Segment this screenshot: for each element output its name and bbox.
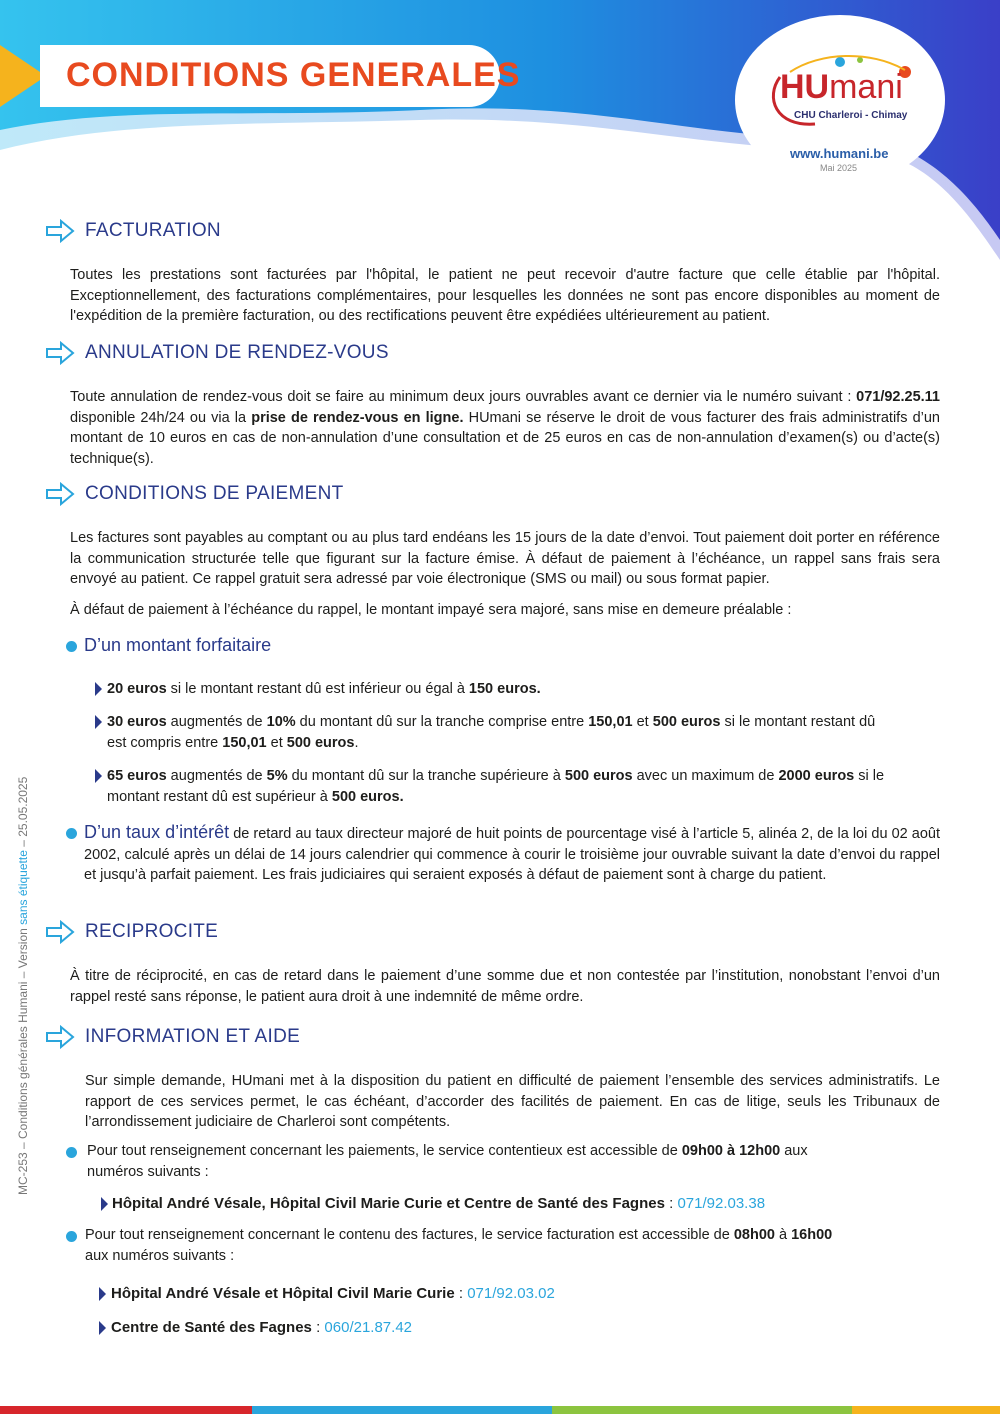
arrow-outline-icon xyxy=(45,482,75,506)
information-text: Sur simple demande, HUmani met à la disposition du patient en difficulté de paiement l’ensemble des services administratifs. Le rapport de ces services permet, le cas échéant, d’accorder des facilités de paiement. En cas de litige, seuls les Tribunaux de l’arrondissement judiciaire de Charleroi sont compétents. xyxy=(85,1073,940,1130)
facturation-contact-2: Centre de Santé des Fagnes : 060/21.87.42 xyxy=(111,1319,413,1336)
triangle-bullet-icon xyxy=(95,769,102,783)
bullet-dot-icon xyxy=(66,828,77,839)
section-heading-annulation: ANNULATION DE RENDEZ-VOUS xyxy=(45,341,389,365)
page-title: CONDITIONS GENERALES xyxy=(66,56,521,94)
footer-bar-blue xyxy=(252,1406,552,1414)
contentieux-contact: Hôpital André Vésale, Hôpital Civil Marie Curie et Centre de Santé des Fagnes : 071/92.03.38 xyxy=(112,1195,766,1212)
arrow-outline-icon xyxy=(45,341,75,365)
section-heading-facturation: FACTURATION xyxy=(45,219,221,243)
document-reference: MC-253 – Conditions générales Humani – Version sans étiquette – 25.05.2025 xyxy=(16,776,30,1195)
facturation-contact-1: Hôpital André Vésale et Hôpital Civil Marie Curie : 071/92.03.02 xyxy=(111,1285,555,1302)
facturation-phone-2[interactable]: 060/21.87.42 xyxy=(324,1319,413,1336)
reciprocite-text: À titre de réciprocité, en cas de retard dans le paiement d’une somme due et non contestée par l’institution, nonobstant l’envoi d’un rappel resté sans réponse, le patient aura droit à une indemnité de même ordre. xyxy=(70,968,940,1005)
paiement-text-2: À défaut de paiement à l’échéance du rappel, le montant impayé sera majoré, sans mise en demeure préalable : xyxy=(70,602,792,618)
arrow-outline-icon xyxy=(45,920,75,944)
interet-text: D’un taux d’intérêt de retard au taux directeur majoré de huit points de pourcentage visé à l’article 5, alinéa 2, de la loi du 02 août 2002, calculé après un délai de 14 jours calendrier qui commence à courir le troisième jour ouvrable suivant la date d’envoi du rappel et jusqu’à parfait paiement. Les frais judiciaires qui seraient exposés à défaut de paiement sont à charge du patient. xyxy=(84,822,940,883)
triangle-bullet-icon xyxy=(99,1287,106,1301)
forfait-heading: D’un montant forfaitaire xyxy=(84,635,272,655)
bullet-dot-icon xyxy=(66,641,77,652)
footer-bar-red xyxy=(0,1406,252,1414)
bullet-dot-icon xyxy=(66,1231,77,1242)
facturation-service-info: Pour tout renseignement concernant le contenu des factures, le service facturation est accessible de 08h00 à 16h00 aux numéros suivants : xyxy=(85,1227,833,1264)
triangle-bullet-icon xyxy=(99,1321,106,1335)
annulation-text: Toute annulation de rendez-vous doit se faire au minimum deux jours ouvrables avant ce dernier via le numéro suivant : 071/92.25.11 disponible 24h/24 ou via la prise de rendez-vous en ligne. HUmani se réserve le droit de vous facturer des frais administratifs d’un montant de 10 euros en cas de non-annulation d’une consultation et de 25 euros en cas de non-annulation d’examen(s) ou d’acte(s) technique(s). xyxy=(70,389,940,467)
contentieux-info: Pour tout renseignement concernant les paiements, le service contentieux est accessible de 09h00 à 12h00 aux numéros suivants : xyxy=(87,1143,808,1180)
triangle-bullet-icon xyxy=(95,682,102,696)
section-heading-information: INFORMATION ET AIDE xyxy=(45,1025,300,1049)
section-heading-reciprocite: RECIPROCITE xyxy=(45,920,218,944)
footer-bar-yellow xyxy=(852,1406,1000,1414)
header-banner xyxy=(0,0,1000,200)
contentieux-phone[interactable]: 071/92.03.38 xyxy=(677,1195,766,1212)
bullet-dot-icon xyxy=(66,1147,77,1158)
forfait-item-2: 30 euros augmentés de 10% du montant dû sur la tranche comprise entre 150,01 et 500 euros si le montant restant dû est compris entre 150,01 et 500 euros. xyxy=(107,714,876,751)
logo-wordmark: HUmani xyxy=(780,68,903,106)
forfait-item-1: 20 euros si le montant restant dû est inférieur ou égal à 150 euros. xyxy=(107,681,541,697)
logo-subtitle: CHU Charleroi - Chimay xyxy=(794,110,908,121)
arrow-outline-icon xyxy=(45,219,75,243)
facturation-text: Toutes les prestations sont facturées par l'hôpital, le patient ne peut recevoir d'autre facture que celle établie par l'hôpital. Exceptionnellement, des facturations complémentaires, pour lesquelles les données ne sont pas encore disponibles au moment de l'expédition de la première facturation, ou des rectifications peuvent être expédiées ultérieurement au patient. xyxy=(70,267,940,324)
interet-heading: D’un taux d’intérêt xyxy=(84,822,230,842)
online-booking-link[interactable]: prise de rendez-vous en ligne. xyxy=(251,409,464,426)
forfait-item-3: 65 euros augmentés de 5% du montant dû sur la tranche supérieure à 500 euros avec un maximum de 2000 euros si le montant restant dû est supérieur à 500 euros. xyxy=(107,768,885,805)
publication-date: Mai 2025 xyxy=(820,163,858,173)
section-heading-paiement: CONDITIONS DE PAIEMENT xyxy=(45,482,344,506)
website-link[interactable]: www.humani.be xyxy=(790,146,889,161)
triangle-bullet-icon xyxy=(95,715,102,729)
facturation-phone-1[interactable]: 071/92.03.02 xyxy=(467,1285,555,1302)
arrow-outline-icon xyxy=(45,1025,75,1049)
triangle-bullet-icon xyxy=(101,1197,108,1211)
footer-bar-green xyxy=(552,1406,852,1414)
paiement-text: Les factures sont payables au comptant ou au plus tard endéans les 15 jours de la date d’envoi. Tout paiement doit porter en référence la communication structurée telle que figurant sur la facture émise. À défaut de paiement à l’échéance, un rappel sans frais sera envoyé au patient. Ce rappel gratuit sera adressé par voie électronique (SMS ou mail) ou sous format papier. xyxy=(70,530,940,587)
phone-number[interactable]: 071/92.25.11 xyxy=(856,389,940,405)
